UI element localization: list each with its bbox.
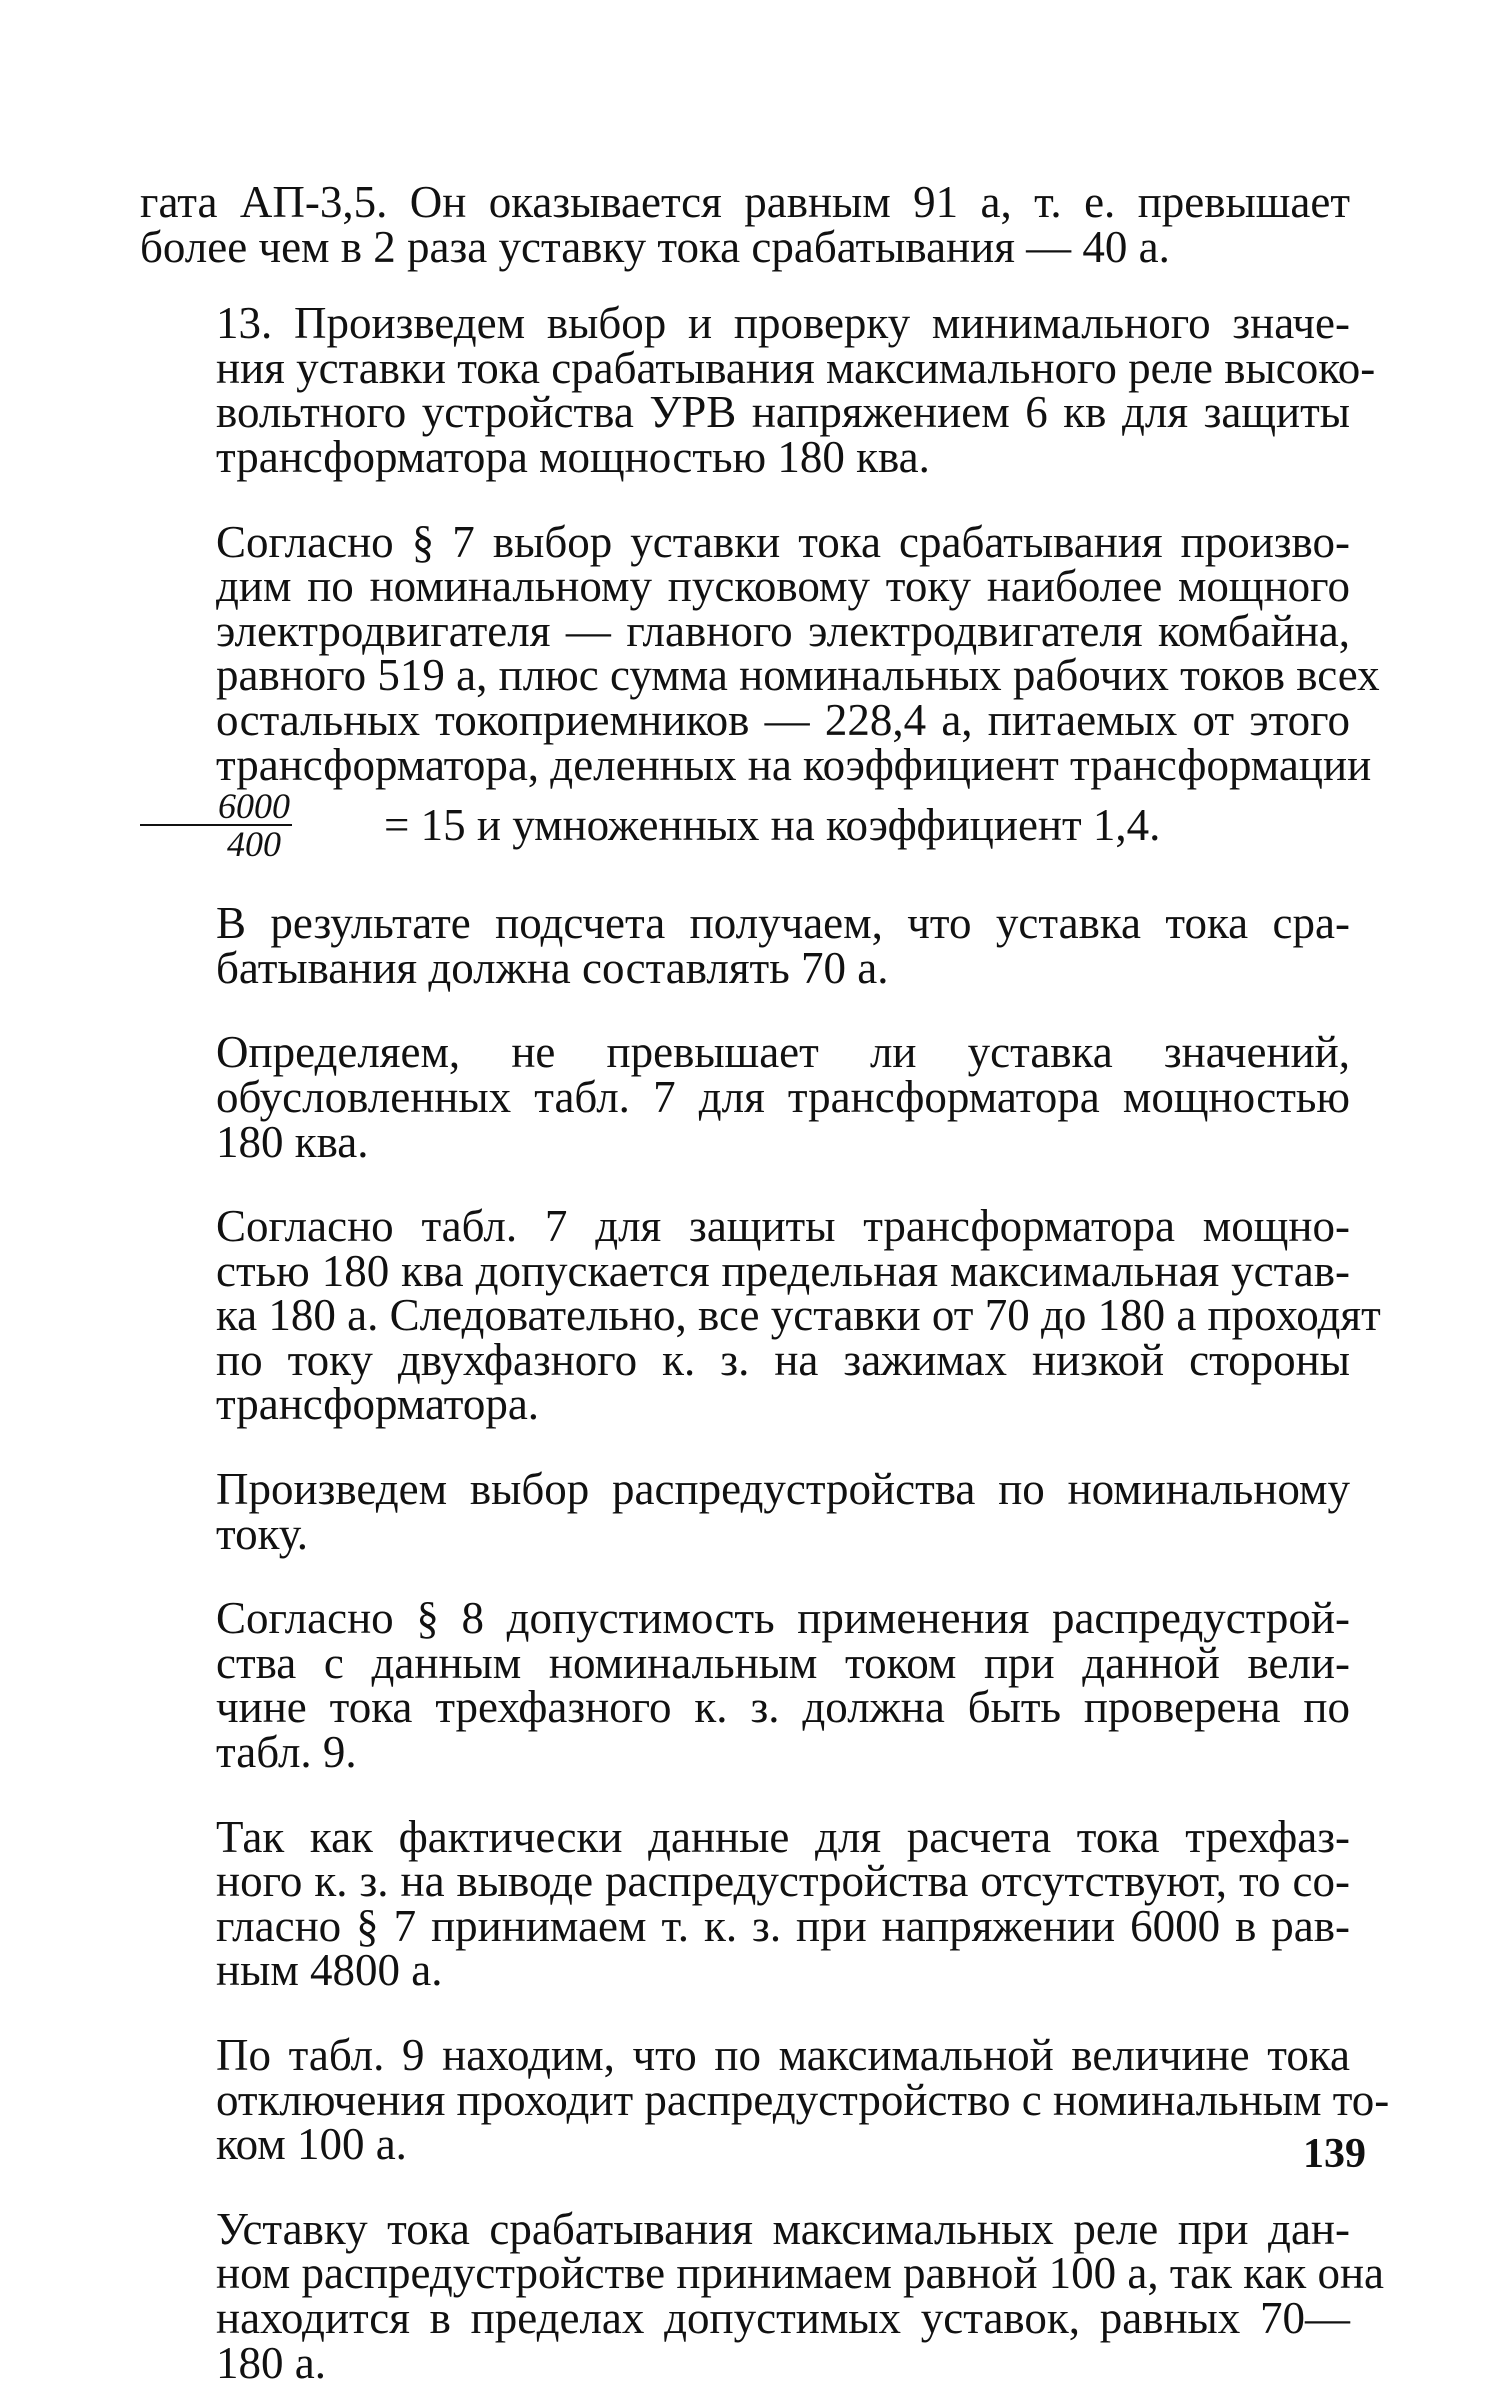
text-line: Согласно табл. 7 для защиты трансформатора мощно-	[216, 1201, 1350, 1252]
text-line: трансформатора мощностью 180 ква.	[216, 431, 930, 482]
text-line: ства с данным номинальным током при данной вели-	[216, 1637, 1350, 1688]
text-line: ным 4800 а.	[216, 1945, 443, 1996]
paragraph-5	[140, 1027, 1350, 1167]
text-line: ном распредустройстве принимаем равной 100 а, так как она	[216, 2248, 1385, 2299]
fraction-denominator: 400	[227, 824, 281, 865]
text-line: гласно § 7 принимаем т. к. з. при напряжении 6000 в рав-	[216, 1900, 1350, 1951]
text-line: чине тока трехфазного к. з. должна быть проверена по	[216, 1682, 1350, 1733]
paragraph-7	[140, 1464, 1350, 1559]
fraction-numerator: 6000	[140, 789, 292, 826]
text-line: Определяем, не превышает ли уставка значений,	[216, 1027, 1350, 1078]
page-number: 139	[1303, 2131, 1366, 2177]
fraction	[140, 786, 292, 865]
paragraph-8	[140, 1593, 1350, 1778]
text-line: В результате подсчета получаем, что уставка тока сра-	[216, 898, 1350, 949]
text-line: отключения проходит распредустройство с номинальным то-	[216, 2074, 1390, 2125]
text-line: ного к. з. на выводе распредустройства отсутствуют, то со-	[216, 1856, 1350, 1907]
text-line: по току двухфазного к. з. на зажимах низкой стороны	[216, 1334, 1350, 1385]
text-line: вольтного устройства УРВ напряжением 6 кв для защиты	[216, 387, 1350, 438]
text-line: Согласно § 8 допустимость применения распредустрой-	[216, 1593, 1350, 1644]
text-line: ка 180 а. Следовательно, все уставки от 70 до 180 а проходят	[216, 1290, 1381, 1341]
text-line: электродвигателя — главного электродвигателя комбайна,	[216, 605, 1350, 656]
text-line: гата АП-3,5. Он оказывается равным 91 а, т. е. превышает	[140, 177, 1350, 227]
fraction-text: = 15 и умноженных на коэффициент 1,4.	[384, 799, 1161, 850]
text-line: остальных токоприемников — 228,4 а, питаемых от этого	[216, 694, 1350, 745]
text-line: Произведем выбор распредустройства по номинальному	[216, 1464, 1350, 1515]
text-line: По табл. 9 находим, что по максимальной величине тока	[216, 2030, 1350, 2080]
text-line: стью 180 ква допускается предельная максимальная устав-	[216, 1245, 1350, 1296]
text-line: 13. Произведем выбор и проверку минимального значе-	[216, 298, 1350, 349]
text-line: трансформатора.	[216, 1379, 540, 1430]
paragraph-3	[140, 516, 1380, 865]
text-line: ком 100 а.	[216, 2119, 407, 2170]
text-line: току.	[216, 1508, 309, 1559]
text-line: Так как фактически данные для расчета тока трехфаз-	[216, 1811, 1350, 1862]
paragraph-4	[140, 898, 1350, 993]
text-line: Согласно § 7 выбор уставки тока срабатывания произво-	[216, 516, 1350, 567]
text-line: Уставку тока срабатывания максимальных реле при дан-	[216, 2203, 1350, 2254]
text-line: дим по номинальному пусковому току наиболее мощного	[216, 561, 1350, 612]
text-line: обусловленных табл. 7 для трансформатора мощностью	[216, 1071, 1350, 1122]
paragraph-10	[140, 2030, 1390, 2170]
text-line: ния уставки тока срабатывания максимального реле высоко-	[216, 342, 1376, 393]
text-line: 180 ква.	[216, 1116, 369, 1167]
paragraph-2	[140, 298, 1376, 482]
paragraph-11	[140, 2203, 1385, 2388]
paragraph-1	[140, 177, 1350, 272]
text-line: табл. 9.	[216, 1727, 357, 1778]
text-line: 180 а.	[216, 2337, 326, 2388]
paragraph-9	[140, 1811, 1350, 1996]
text-line: находится в пределах допустимых уставок, равных 70—	[216, 2292, 1350, 2343]
text-line: батывания должна составлять 70 а.	[216, 942, 889, 993]
paragraph-6	[140, 1201, 1381, 1430]
page-body	[140, 177, 1390, 2388]
text-line: трансформатора, деленных на коэффициент трансформации	[216, 739, 1372, 790]
text-line: более чем в 2 раза уставку тока срабатывания — 40 а.	[140, 221, 1170, 272]
fraction-line	[140, 786, 1350, 865]
text-line: равного 519 а, плюс сумма номинальных рабочих токов всех	[216, 650, 1380, 701]
